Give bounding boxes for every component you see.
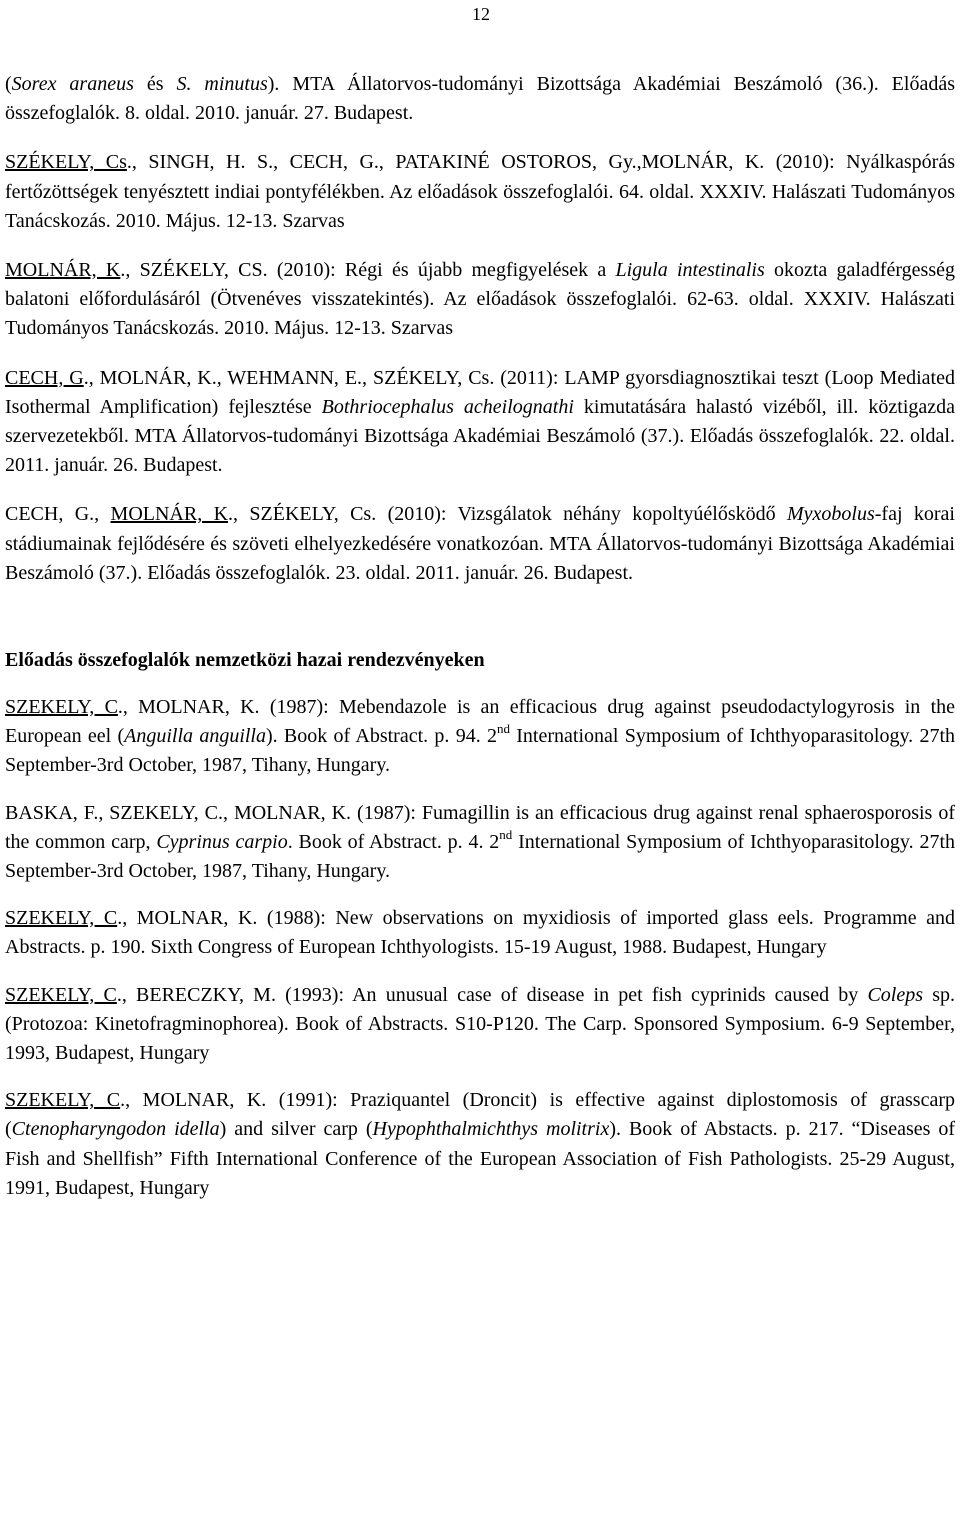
reference-text: ., MOLNAR, K. (1988): New observations on myxidiosis of imported glass eels. Programme and Abstracts. p. 190. Sixth Congress of European Ichthyologists. 15-19 August, 1988. Budapest, Hungary [5, 907, 955, 959]
underlined-author: SZEKELY, C [5, 983, 117, 1006]
superscript: nd [499, 826, 513, 842]
reference-text: ., SZÉKELY, Cs. (2010): Vizsgálatok néhány kopoltyúélősködő [228, 503, 787, 526]
italic-text: Bothriocephalus acheilognathi [321, 395, 574, 418]
reference-entry [5, 70, 955, 128]
reference-text: ., MOLNAR, K. (1987): Mebendazole is an efficacious drug against pseudodactylogyrosis in the European eel ( [5, 696, 955, 748]
reference-text: BASKA, F., SZEKELY, C., MOLNAR, K. (1987): Fumagillin is an efficacious drug against renal sphaerosporosis of the common carp, [5, 801, 955, 853]
reference-entry [5, 148, 955, 236]
italic-text: Ctenopharyngodon idella [11, 1118, 220, 1141]
reference-text: -faj korai stádiumainak fejlődésére és szöveti elhelyezkedésére vonatkozóan. MTA Állatorvos-tudományi Bizottsága Akadémiai Beszámoló (37.). Előadás összefoglalók. 23. oldal. 2011. január. 26. Budapest. [5, 503, 955, 584]
reference-text: és [133, 73, 177, 95]
reference-text: ., MOLNÁR, K., WEHMANN, E., SZÉKELY, Cs. (2011): LAMP gyorsdiagnosztikai teszt (Loop Mediated Isothermal Amplification) fejlesztése [5, 366, 955, 418]
reference-entry [5, 500, 955, 588]
section-heading: Előadás összefoglalók nemzetközi hazai rendezvényeken [5, 649, 485, 672]
underlined-author: SZÉKELY, Cs [5, 151, 127, 174]
superscript: nd [496, 721, 510, 737]
underlined-author: MOLNÁR, K [110, 503, 229, 526]
italic-text: Hypophthalmichthys molitrix [372, 1118, 610, 1141]
underlined-author: CECH, G [5, 366, 84, 389]
reference-text: ., SINGH, H. S., CECH, G., PATAKINÉ OSTOROS, Gy.,MOLNÁR, K. (2010): Nyálkaspórás fertőzöttségek tenyésztett indiai pontyfélékben. Az előadások összefoglalói. 64. oldal. XXXIV. Halászati Tudományos Tanácskozás. 2010. Május. 12-13. Szarvas [5, 151, 955, 232]
italic-text: Cyprinus carpio [156, 830, 288, 853]
italic-text: Coleps [867, 983, 924, 1006]
italic-text: S. minutus [176, 73, 268, 95]
underlined-author: SZEKELY, C [5, 1089, 121, 1112]
reference-entry [5, 1086, 955, 1203]
reference-text: ., BERECZKY, M. (1993): An unusual case of disease in pet fish cyprinids caused by [116, 983, 868, 1006]
reference-text: International Symposium of Ichthyoparasitology. 27th September-3rd October, 1987, Tihany, Hungary. [5, 830, 956, 883]
underlined-author: SZEKELY, C [5, 696, 118, 719]
reference-text: ., MOLNAR, K. (1991): Praziquantel (Droncit) is effective against diplostomosis of grasscarp ( [5, 1089, 956, 1141]
reference-list-bottom [5, 693, 955, 1203]
reference-text: kimutatására halastó vizéből, ill. köztigazda szervezetekből. MTA Állatorvos-tudományi Bizottsága Akadémiai Beszámoló (37.). Előadás összefoglalók. 22. oldal. 2011. január. 26. Budapest. [5, 395, 956, 477]
italic-text: Ligula intestinalis [615, 259, 765, 282]
reference-text: ). Book of Abstract. p. 94. 2 [266, 725, 497, 748]
reference-entry [5, 904, 955, 962]
reference-entry [5, 364, 955, 481]
reference-entry [5, 799, 955, 887]
reference-text: International Symposium of Ichthyoparasitology. 27th September-3rd October, 1987, Tihany, Hungary. [5, 725, 956, 777]
reference-text: ( [5, 73, 12, 95]
italic-text: Sorex araneus [11, 73, 134, 95]
page-number: 12 [472, 4, 490, 24]
reference-text: ) and silver carp ( [219, 1118, 373, 1141]
reference-text: sp. (Protozoa: Kinetofragminophorea). Book of Abstracts. S10-P120. The Carp. Sponsored Symposium. 6-9 September, 1993, Budapest, Hungary [5, 983, 955, 1065]
reference-entry [5, 981, 955, 1069]
reference-text: ., SZÉKELY, CS. (2010): Régi és újabb megfigyelések a [120, 259, 616, 282]
underlined-author: SZEKELY, C [5, 907, 118, 930]
italic-text: Anguilla anguilla [124, 725, 266, 748]
reference-text: CECH, G., [5, 503, 111, 526]
reference-text: ). Book of Abstacts. p. 217. “Diseases of Fish and Shellfish” Fifth International Conference of the European Association of Fish Pathologists. 25-29 August, 1991, Budapest, Hungary [5, 1118, 956, 1199]
underlined-author: MOLNÁR, K [5, 259, 121, 282]
reference-text: okozta galadférgesség balatoni előfordulásáról (Ötvenéves visszatekintés). Az előadások összefoglalói. 62-63. oldal. XXXIV. Halászati Tudományos Tanácskozás. 2010. Május. 12-13. Szarvas [5, 259, 955, 340]
reference-text: . Book of Abstract. p. 4. 2 [287, 830, 500, 853]
reference-entry [5, 693, 955, 781]
reference-text: ). MTA Állatorvos-tudományi Bizottsága Akadémiai Beszámoló (36.). Előadás összefoglalók. 8. oldal. 2010. január. 27. Budapest. [5, 73, 955, 125]
italic-text: Myxobolus [786, 503, 875, 526]
reference-list-top [5, 70, 955, 588]
reference-entry [5, 256, 955, 344]
page-content [5, 70, 955, 1221]
